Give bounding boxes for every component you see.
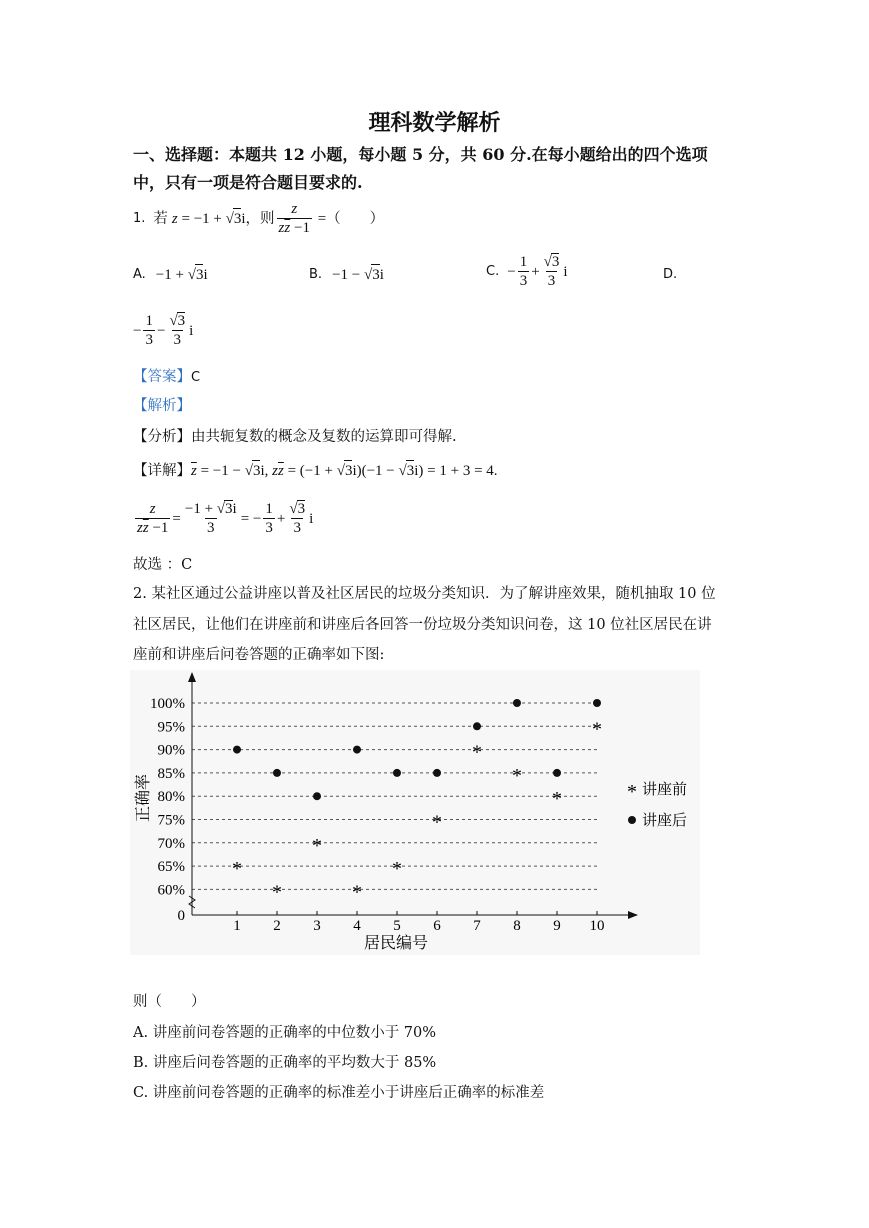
after-point	[273, 769, 281, 777]
guxuan: 故选 ：C	[133, 557, 193, 573]
before-point: *	[432, 811, 442, 834]
legend-label: 讲座后	[642, 813, 688, 829]
option-d-expr: − $\frac{1}{3}$ − $\frac{√3}{3}$ i	[133, 313, 194, 348]
page-title: 理科数学解析	[368, 110, 501, 136]
q2-option-a: A. 讲座前问卷答题的正确率的中位数小于 70%	[133, 1025, 437, 1041]
section-heading-line2: 中，只有一项是符合题目要求的.	[133, 173, 363, 192]
before-point: *	[392, 858, 402, 881]
y-tick-label: 60%	[157, 882, 185, 899]
q1-stem	[133, 200, 384, 237]
after-point	[513, 699, 521, 707]
x-tick-label: 6	[433, 918, 441, 934]
legend-label: 讲座前	[642, 782, 688, 798]
y-tick-label: 75%	[157, 812, 185, 829]
chart-background	[130, 670, 700, 955]
after-point	[353, 746, 361, 754]
fenxi-row	[133, 427, 457, 447]
section-heading-line1: 一、选择题：本题共 12 小题，每小题 5 分，共 60 分.在每小题给出的四个选项	[133, 145, 708, 164]
before-point: *	[552, 788, 562, 811]
before-point: *	[232, 858, 242, 881]
after-point	[433, 769, 441, 777]
q1-z-equation: z = −1 + √ 3 i	[172, 208, 246, 229]
after-point	[393, 769, 401, 777]
option-a-label: A.	[133, 266, 146, 282]
option-b-label: B.	[309, 266, 323, 282]
fenxi-tag: 【分析】	[133, 429, 191, 445]
analysis-tag: 【解析】	[133, 398, 191, 414]
q2-option-b: B. 讲座后问卷答题的正确率的平均数大于 85%	[133, 1055, 437, 1071]
before-point: *	[272, 881, 282, 904]
x-tick-label: 1	[233, 918, 241, 934]
option-c-expr: − $\frac{1}{3}$ + $\frac{√3}{3}$ i	[507, 254, 568, 289]
q2-line1: 2. 某社区通过公益讲座以普及社区居民的垃圾分类知识．为了解讲座效果，随机抽取 10 位	[133, 586, 716, 602]
y-tick-label: 95%	[157, 719, 185, 736]
answer-tag: 【答案】	[133, 369, 191, 385]
q1-option-c	[486, 253, 568, 290]
option-d-label: D.	[663, 267, 678, 282]
after-point	[313, 792, 321, 800]
q1-number: 1.	[133, 210, 146, 226]
answer-row	[133, 367, 200, 388]
answer-value: C	[191, 370, 201, 385]
detail-row	[133, 460, 498, 481]
q1-option-a	[133, 264, 208, 285]
before-point: *	[512, 764, 522, 787]
y-tick-label: 90%	[157, 742, 185, 759]
q1-option-d	[663, 264, 677, 285]
scatter-chart	[130, 670, 700, 955]
q1-option-b	[309, 264, 384, 285]
legend-asterisk-marker: *	[627, 781, 637, 803]
x-tick-label: 9	[553, 918, 561, 934]
y-tick-label: 70%	[157, 835, 185, 852]
option-a-expr: −1 + √ 3 i	[156, 264, 208, 285]
detail-expr: $\overline{z}$ = −1 − √ 3 i, z $\overline{z}$ = (−1 + √ 3 i)(−1 − √ 3 i) = 1 + 3 = 4.	[191, 460, 498, 481]
before-point: *	[592, 718, 602, 741]
x-tick-label: 7	[473, 918, 481, 934]
y-tick-label: 85%	[157, 765, 185, 782]
q2-option-c: C. 讲座前问卷答题的正确率的标准差小于讲座后正确率的标准差	[133, 1085, 545, 1101]
x-tick-label: 8	[513, 918, 521, 934]
q1-paren: （ ）	[326, 210, 385, 227]
detail-tag: 【详解】	[133, 462, 191, 479]
option-b-expr: −1 − √ 3 i	[332, 264, 384, 285]
q2-ze: 则（ ）	[133, 994, 206, 1010]
option-c-label: C.	[486, 263, 500, 279]
y-tick-label: 100%	[150, 696, 185, 712]
y-tick-label: 65%	[157, 859, 185, 876]
before-point: *	[472, 741, 482, 764]
after-point	[473, 722, 481, 730]
x-tick-label: 10	[589, 918, 605, 934]
x-tick-label: 5	[393, 918, 401, 934]
after-point	[233, 746, 241, 754]
x-tick-label: 3	[313, 918, 321, 934]
result-expr: $\frac{z}{z\overline{z} -1}$ = $\frac{-1 + √3i}{3}$ = − $\frac{1}{3}$ + $\frac{√3}{3}$ i	[137, 501, 314, 536]
legend-dot-marker	[628, 816, 636, 824]
q2-line3: 座前和讲座后问卷答题的正确率如下图:	[133, 647, 385, 663]
before-point: *	[352, 881, 362, 904]
q2-line2: 社区居民，让他们在讲座前和讲座后各回答一份垃圾分类知识问卷，这 10 位社区居民在讲	[133, 617, 712, 633]
y-axis-label: 正确率	[135, 773, 152, 823]
x-tick-label: 4	[353, 918, 361, 934]
y-tick-label: 80%	[157, 789, 185, 806]
x-tick-label: 2	[273, 918, 281, 934]
fenxi-text: 由共轭复数的概念及复数的运算即可得解.	[191, 429, 457, 445]
after-point	[553, 769, 561, 777]
q1-question-expr: $\frac{z}{z\overline{z} -1}$ =	[278, 201, 327, 236]
y-tick-label: 0	[177, 908, 185, 924]
x-axis-label: 居民编号	[363, 935, 429, 952]
q1-prefix: 若	[153, 210, 168, 227]
q1-mid: ，则	[245, 210, 275, 227]
after-point	[593, 699, 601, 707]
before-point: *	[312, 834, 322, 857]
